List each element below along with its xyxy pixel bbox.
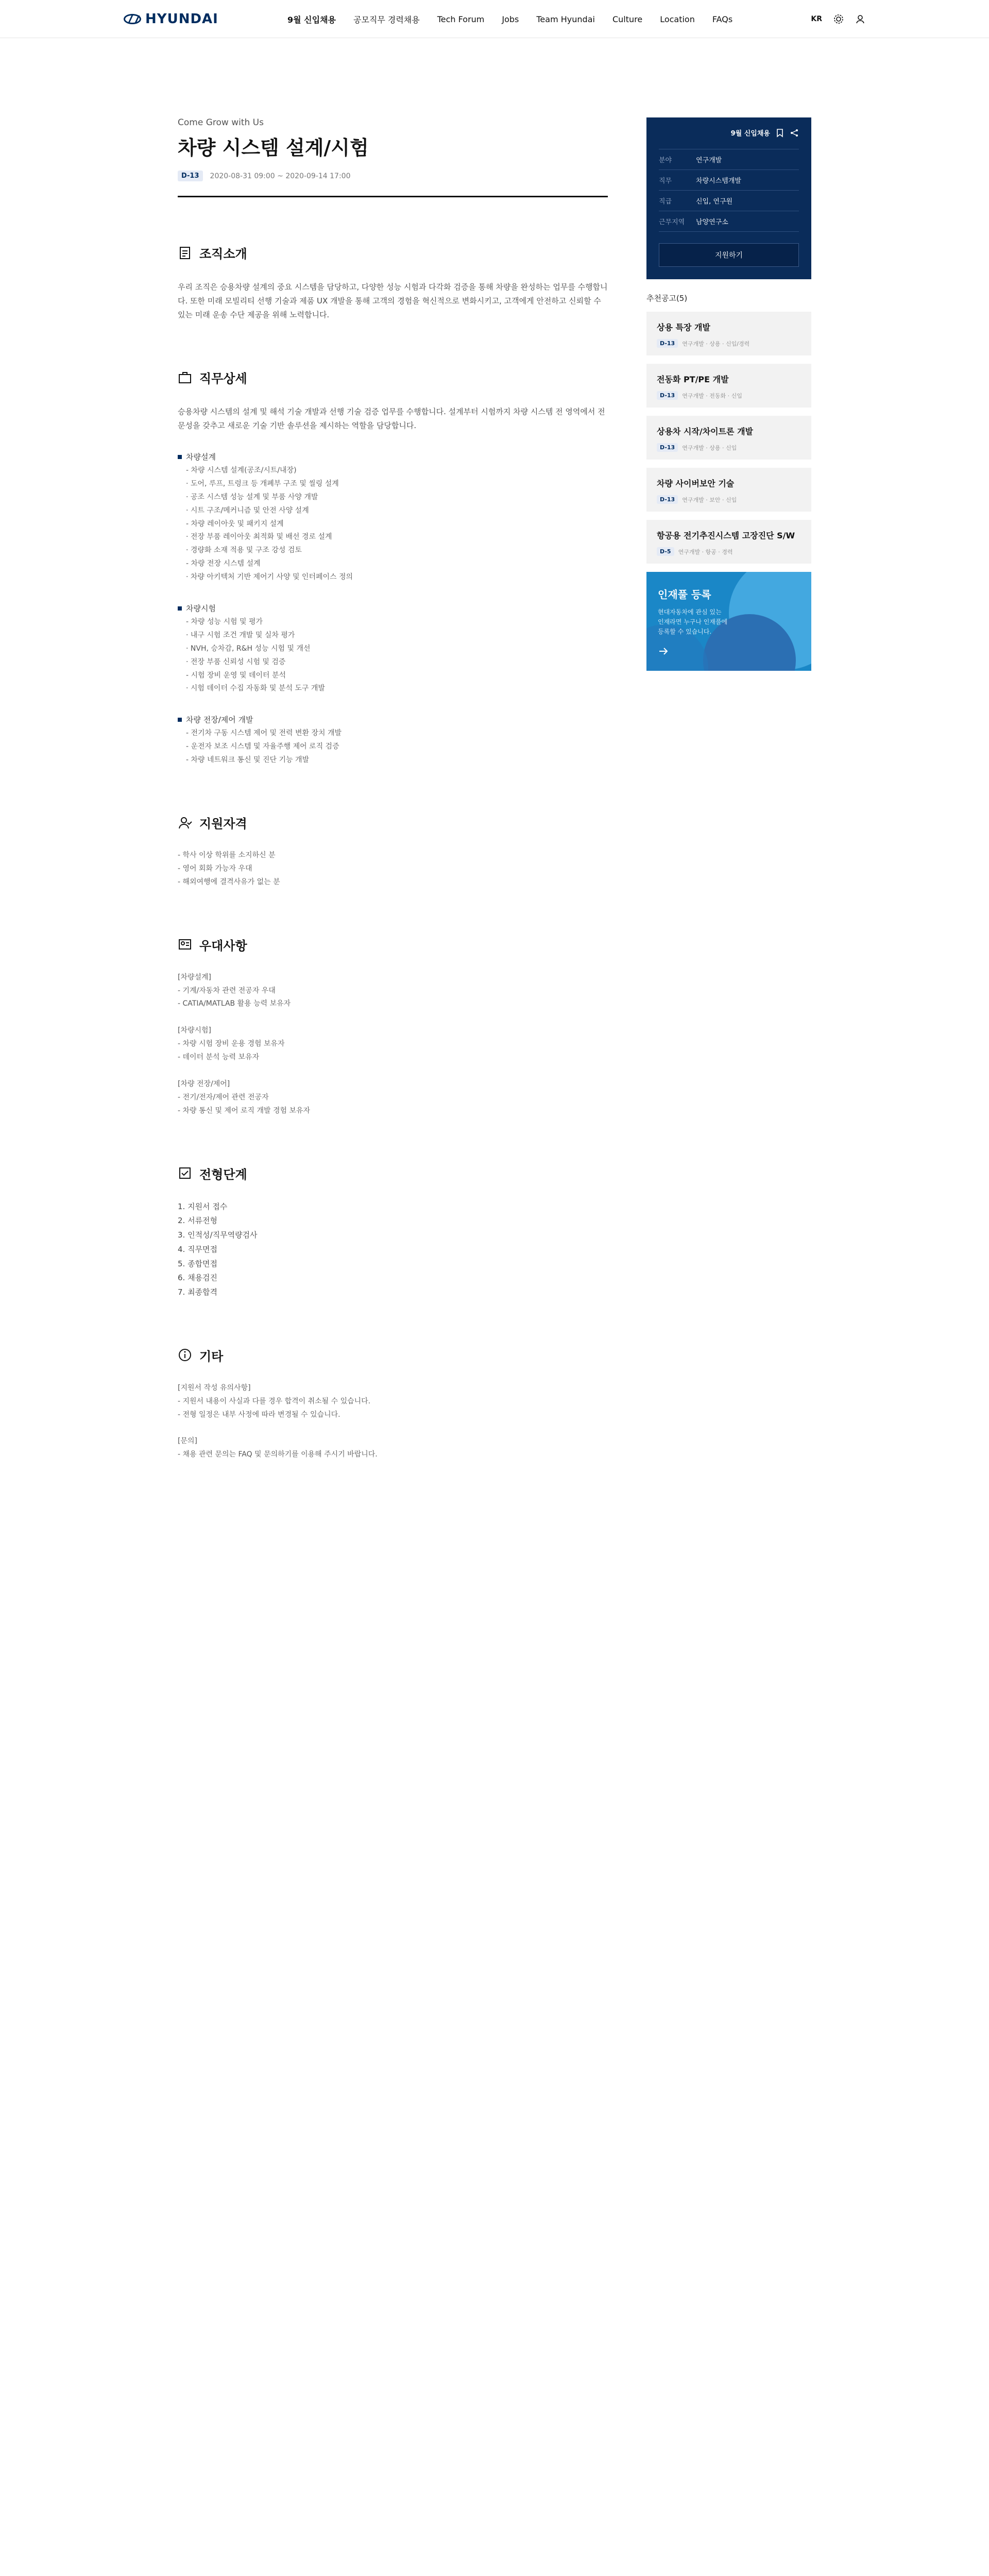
language-toggle[interactable]: KR	[811, 15, 822, 23]
info-value: 차량시스템개발	[696, 177, 741, 185]
section-qualification-head	[178, 814, 608, 832]
global-nav	[0, 0, 989, 38]
section-title-etc: 기타	[199, 1349, 224, 1364]
recommend-meta	[657, 495, 801, 504]
recommend-name: 상용 특장 개발	[657, 323, 710, 332]
recommend-meta	[657, 339, 801, 348]
detail-block	[178, 450, 608, 584]
share-icon[interactable]	[790, 128, 799, 138]
apply-card	[646, 117, 811, 279]
checklist-icon	[178, 1166, 192, 1180]
recommend-meta-text: 연구개발 · 상용 · 신입/경력	[682, 340, 750, 347]
dday-badge: D-13	[178, 171, 203, 181]
info-value: 남양연구소	[696, 218, 728, 226]
detail-intro-text: 승용차량 시스템의 설계 및 해석 기술 개발과 선행 기술 검증 업무를 수행합니다. 설계부터 시험까지 차량 시스템 전 영역에서 전문성을 갖추고 새로운 기술 기반 솔루션을 제시하는 역할을 담당합니다.	[178, 407, 605, 430]
dday-badge: D-13	[657, 495, 678, 504]
recommend-name: 상용차 시작/차이트론 개발	[657, 427, 754, 436]
info-row	[659, 211, 799, 232]
profile-card-icon	[178, 937, 192, 952]
nav-item-faqs[interactable]: FAQs	[712, 14, 733, 24]
settings-icon[interactable]	[833, 14, 844, 24]
card-recruit-label: 9월 신입채용	[730, 130, 770, 138]
recommend-card[interactable]	[646, 312, 811, 355]
intro-text: 우리 조직은 승용차량 설계의 중요 시스템을 담당하고, 다양한 성능 시험과 다각화 검증을 통해 차량을 완성하는 업무를 수행합니다. 또한 미래 모빌리티 선행 기술과 제품 UX 개발을 통해 고객의 경험을 혁신적으로 변화시키고, 고객에게 안전하고 신뢰할 수 있는 미래 운송 수단 제공을 위해 노력합니다.	[178, 282, 608, 319]
recommend-meta	[657, 391, 801, 400]
section-title-preference: 우대사항	[199, 938, 247, 953]
section-intro	[178, 244, 608, 322]
section-title-intro: 조직소개	[199, 247, 247, 261]
recruit-period: 2020-08-31 09:00 ~ 2020-09-14 17:00	[210, 172, 351, 180]
section-title-process: 전형단계	[199, 1167, 247, 1182]
recommend-card[interactable]	[646, 468, 811, 512]
detail-block-title: 차량 전장/제어 개발	[178, 713, 608, 727]
preference-text: [차량설계] - 기계/자동차 관련 전공자 우대 - CATIA/MATLAB 활용 능력 보유자 [차량시험] - 차량 시험 장비 운용 경험 보유자 - 데이터 분석 능력 보유자 [차량 전장/제어] - 전기/전자/제어 관련 전공자 - 차량 통신 및 제어 로직 개발 경험 보유자	[178, 973, 311, 1115]
section-preference	[178, 936, 608, 1118]
recommend-meta-text: 연구개발 · 전동화 · 신입	[682, 392, 742, 399]
info-row	[659, 149, 799, 170]
section-title-detail: 직무상세	[199, 371, 247, 386]
section-process	[178, 1164, 608, 1300]
nav-item-career-recruit[interactable]: 공모직무 경력채용	[353, 14, 420, 25]
section-process-head	[178, 1164, 608, 1182]
process-step: 2. 서류전형	[178, 1216, 218, 1226]
detail-blocks	[178, 450, 608, 767]
recommend-meta	[657, 443, 801, 452]
dday-badge: D-5	[657, 547, 674, 556]
dday-badge: D-13	[657, 443, 678, 452]
info-value: 신입, 연구원	[696, 198, 733, 206]
detail-block	[178, 602, 608, 696]
card-top	[659, 128, 799, 138]
talent-pool-banner[interactable]	[646, 572, 811, 671]
person-icon	[178, 816, 192, 830]
hyundai-logo-icon	[124, 14, 141, 24]
recommend-title: 추천공고(5)	[646, 294, 688, 303]
recommend-name: 차량 사이버보안 기술	[657, 479, 735, 488]
section-etc-head	[178, 1346, 608, 1364]
recommend-meta-text: 연구개발 · 상용 · 신입	[682, 444, 737, 451]
briefcase-icon	[178, 370, 192, 385]
process-step: 5. 종합면접	[178, 1259, 218, 1268]
nav-item-jobs[interactable]: Jobs	[502, 14, 519, 24]
process-step: 3. 인적성/직무역량검사	[178, 1230, 258, 1240]
main-menu	[287, 0, 732, 38]
info-value: 연구개발	[696, 157, 722, 164]
card-info-rows	[659, 149, 799, 232]
sidebar-apply-button[interactable]: 지원하기	[659, 243, 799, 267]
arrow-right-icon	[658, 646, 669, 657]
qualification-text: - 학사 이상 학위를 소지하신 분 - 영어 회화 가능자 우대 - 해외여행에 결격사유가 없는 분	[178, 851, 280, 886]
nav-item-september-recruit[interactable]: 9월 신입채용	[287, 14, 336, 25]
info-row	[659, 191, 799, 211]
job-meta	[178, 171, 608, 197]
nav-item-location[interactable]: Location	[660, 14, 695, 24]
info-key: 직무	[659, 177, 672, 185]
document-icon	[178, 246, 192, 260]
page-body	[0, 38, 989, 2576]
process-step: 6. 채용검진	[178, 1273, 218, 1283]
detail-block-body: - 전기차 구동 시스템 제어 및 전력 변환 장치 개발 - 운전자 보조 시스템 및 자율주행 제어 로직 검증 - 차량 네트워크 통신 및 진단 기능 개발	[186, 729, 342, 765]
recommend-card[interactable]	[646, 520, 811, 564]
recommend-name: 전동화 PT/PE 개발	[657, 375, 729, 384]
recommend-card[interactable]	[646, 364, 811, 408]
process-step: 1. 지원서 접수	[178, 1201, 228, 1211]
info-row	[659, 170, 799, 191]
nav-item-team-hyundai[interactable]: Team Hyundai	[536, 14, 595, 24]
process-steps	[178, 1200, 608, 1300]
user-icon[interactable]	[855, 14, 865, 24]
section-title-qualification: 지원자격	[199, 817, 247, 832]
nav-item-tech-forum[interactable]: Tech Forum	[437, 14, 485, 24]
hyundai-logo[interactable]	[124, 11, 218, 27]
process-step: 4. 직무면접	[178, 1244, 218, 1254]
recommend-name: 항공용 전기추진시스템 고장진단 S/W	[657, 531, 795, 540]
job-content	[178, 76, 608, 1462]
recommend-meta	[657, 547, 801, 556]
process-step: 7. 최종합격	[178, 1287, 218, 1297]
section-etc	[178, 1346, 608, 1462]
dday-badge: D-13	[657, 391, 678, 400]
section-intro-head	[178, 244, 608, 262]
recommend-meta-text: 연구개발 · 항공 · 경력	[678, 548, 733, 555]
sidebar	[646, 76, 811, 671]
info-icon	[178, 1348, 192, 1362]
nav-item-culture[interactable]: Culture	[612, 14, 643, 24]
bookmark-icon[interactable]	[775, 128, 785, 138]
dday-badge: D-13	[657, 339, 678, 348]
section-preference-head	[178, 936, 608, 954]
info-key: 직급	[659, 198, 672, 206]
info-key: 분야	[659, 157, 672, 164]
logo-text: HYUNDAI	[145, 11, 218, 27]
banner-title: 인재풀 등록	[658, 588, 711, 601]
utility-menu	[811, 0, 865, 38]
etc-text: [지원서 작성 유의사항] - 지원서 내용이 사실과 다를 경우 합격이 취소될 수 있습니다. - 전형 일정은 내부 사정에 따라 변경될 수 있습니다. [문의] - 채용 관련 문의는 FAQ 및 문의하기를 이용해 주시기 바랍니다.	[178, 1383, 378, 1459]
page-title: 차량 시스템 설계/시험	[178, 137, 369, 159]
section-detail	[178, 368, 608, 767]
detail-block-body: - 차량 시스템 설계(공조/시트/내장) · 도어, 루프, 트렁크 등 개폐부 구조 및 씰링 설계 · 공조 시스템 성능 설계 및 부품 사양 개발 · 시트 구조/메커니즘 및 안전 사양 설계 - 차량 레이아웃 및 패키지 설계 · 전장 부품 레이아웃 최적화 및 배선 경로 설계 · 경량화 소재 적용 및 구조 강성 검토 - 차량 전장 시스템 설계 · 차량 아키텍처 기반 제어기 사양 및 인터페이스 정의	[186, 466, 353, 582]
recommend-meta-text: 연구개발 · 보안 · 신입	[682, 496, 737, 503]
info-key: 근무지역	[659, 218, 685, 226]
section-detail-head	[178, 368, 608, 386]
detail-block-title: 차량시험	[178, 602, 608, 616]
detail-block-title: 차량설계	[178, 450, 608, 464]
section-qualification	[178, 814, 608, 889]
detail-block	[178, 713, 608, 767]
detail-block-body: - 차량 성능 시험 및 평가 · 내구 시험 조건 개발 및 실차 평가 · NVH, 승차감, R&H 성능 시험 및 개선 · 전장 부품 신뢰성 시험 및 검증 - 시험 장비 운영 및 데이터 분석 · 시험 데이터 수집 자동화 및 분석 도구 개발	[186, 618, 325, 693]
banner-subtitle: 현대자동차에 관심 있는 인재라면 누구나 인재풀에 등록할 수 있습니다.	[658, 608, 728, 636]
eyebrow-text: Come Grow with Us	[178, 117, 264, 128]
recommend-card[interactable]	[646, 416, 811, 460]
